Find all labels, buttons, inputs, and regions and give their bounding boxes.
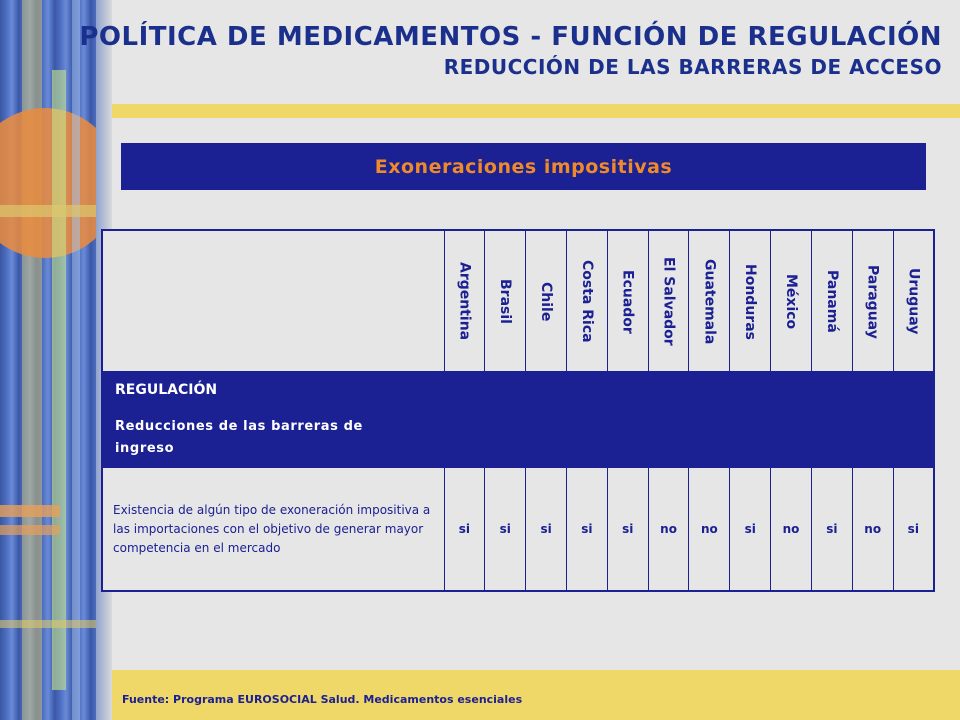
exemptions-table xyxy=(101,229,935,592)
subsection-row xyxy=(102,409,934,468)
deco-bar xyxy=(0,620,100,628)
decorative-left-strip xyxy=(0,0,112,720)
country-label: Argentina xyxy=(456,262,473,341)
title-underline xyxy=(112,104,960,118)
value-cell: si xyxy=(893,468,934,592)
value-cell: si xyxy=(566,468,607,592)
table-corner-cell xyxy=(102,230,444,372)
slide-title xyxy=(79,20,942,80)
country-label: Brasil xyxy=(497,279,514,324)
section-label: REGULACIÓN xyxy=(102,372,934,409)
deco-bar xyxy=(0,525,60,535)
value-cell: si xyxy=(730,468,771,592)
country-label: Panamá xyxy=(823,270,840,333)
value-cell: no xyxy=(771,468,812,592)
country-label: Guatemala xyxy=(701,258,718,345)
country-label: El Salvador xyxy=(660,257,677,346)
country-header xyxy=(689,230,730,372)
deco-bar xyxy=(72,0,80,720)
country-header xyxy=(811,230,852,372)
footer-bar xyxy=(112,670,960,720)
country-header xyxy=(771,230,812,372)
value-cell: no xyxy=(852,468,893,592)
country-label: México xyxy=(783,273,800,330)
row-description: Existencia de algún tipo de exoneración impositiva a las importaciones con el objetivo de generar mayor competencia en el mercado xyxy=(102,468,444,592)
source-note: Fuente: Programa EUROSOCIAL Salud. Medicamentos esenciales xyxy=(122,693,523,706)
table-row xyxy=(102,468,934,592)
value-cell: si xyxy=(444,468,485,592)
value-cell: si xyxy=(526,468,567,592)
country-header xyxy=(648,230,689,372)
country-label: Chile xyxy=(538,281,555,322)
deco-bar xyxy=(0,505,60,517)
section-banner xyxy=(121,143,926,190)
value-cell: si xyxy=(607,468,648,592)
deco-bar xyxy=(52,70,66,690)
title-main: POLÍTICA DE MEDICAMENTOS - FUNCIÓN DE REGULACIÓN xyxy=(79,22,942,52)
value-cell: no xyxy=(648,468,689,592)
country-header xyxy=(607,230,648,372)
country-label: Honduras xyxy=(742,263,759,340)
country-label: Paraguay xyxy=(864,264,881,339)
country-label: Ecuador xyxy=(619,269,636,334)
country-header xyxy=(485,230,526,372)
value-cell: si xyxy=(811,468,852,592)
deco-bar xyxy=(0,205,100,217)
country-header xyxy=(444,230,485,372)
subsection-text: Reducciones de las barreras de ingreso xyxy=(115,419,363,456)
country-label: Costa Rica xyxy=(578,260,595,343)
country-header xyxy=(526,230,567,372)
value-cell: si xyxy=(485,468,526,592)
country-header xyxy=(566,230,607,372)
country-header xyxy=(730,230,771,372)
country-header xyxy=(893,230,934,372)
country-header xyxy=(852,230,893,372)
section-row xyxy=(102,372,934,409)
subsection-label xyxy=(102,409,934,468)
value-cell: no xyxy=(689,468,730,592)
banner-text: Exoneraciones impositivas xyxy=(374,155,673,178)
title-subtitle: REDUCCIÓN DE LAS BARRERAS DE ACCESO xyxy=(443,55,942,79)
table-header-row xyxy=(102,230,934,372)
country-label: Uruguay xyxy=(905,268,922,335)
